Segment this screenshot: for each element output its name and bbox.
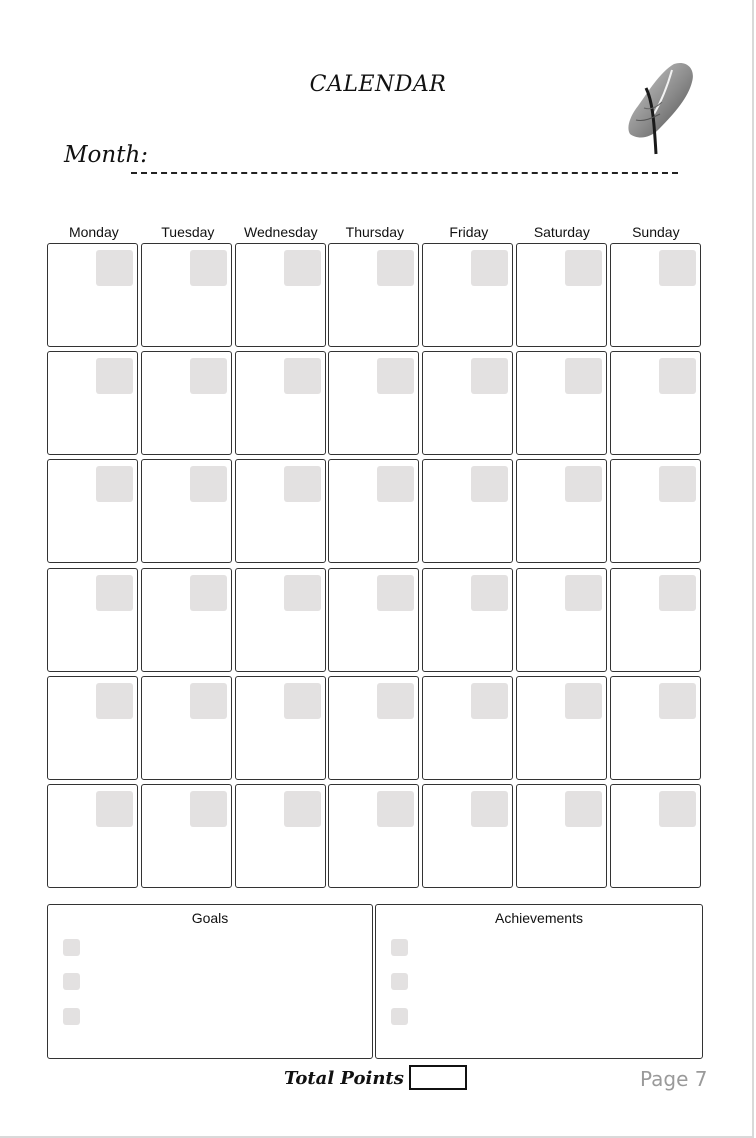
day-number-box[interactable] — [190, 466, 227, 502]
day-cell[interactable] — [47, 568, 138, 672]
day-cell[interactable] — [141, 676, 232, 780]
day-number-box[interactable] — [471, 466, 508, 502]
day-number-box[interactable] — [190, 683, 227, 719]
day-number-box[interactable] — [284, 358, 321, 394]
total-points-label: Total Points — [284, 1068, 404, 1089]
calendar-grid — [47, 243, 703, 888]
day-cell[interactable] — [610, 351, 701, 455]
day-number-box[interactable] — [659, 466, 696, 502]
day-cell[interactable] — [47, 784, 138, 888]
day-number-box[interactable] — [659, 358, 696, 394]
goal-checkbox[interactable] — [63, 939, 80, 956]
month-label: Month: — [64, 142, 149, 168]
day-number-box[interactable] — [565, 466, 602, 502]
day-number-box[interactable] — [284, 791, 321, 827]
day-cell[interactable] — [47, 676, 138, 780]
day-number-box[interactable] — [377, 250, 414, 286]
achievement-checkbox[interactable] — [391, 973, 408, 990]
day-cell[interactable] — [422, 784, 513, 888]
day-cell[interactable] — [516, 243, 607, 347]
achievements-title: Achievements — [495, 910, 583, 926]
day-number-box[interactable] — [565, 791, 602, 827]
day-number-box[interactable] — [659, 683, 696, 719]
day-cell[interactable] — [328, 459, 419, 563]
day-cell[interactable] — [422, 459, 513, 563]
day-number-box[interactable] — [190, 358, 227, 394]
day-cell[interactable] — [141, 351, 232, 455]
day-cell[interactable] — [610, 459, 701, 563]
weekday-saturday: Saturday — [533, 224, 590, 240]
day-number-box[interactable] — [284, 466, 321, 502]
day-cell[interactable] — [422, 243, 513, 347]
day-number-box[interactable] — [471, 575, 508, 611]
weekday-monday: Monday — [68, 224, 119, 240]
day-cell[interactable] — [516, 351, 607, 455]
day-cell[interactable] — [516, 676, 607, 780]
day-cell[interactable] — [328, 568, 419, 672]
day-number-box[interactable] — [659, 575, 696, 611]
day-number-box[interactable] — [659, 791, 696, 827]
day-cell[interactable] — [235, 568, 326, 672]
weekday-sunday: Sunday — [632, 224, 680, 240]
day-cell[interactable] — [610, 568, 701, 672]
day-number-box[interactable] — [471, 358, 508, 394]
day-number-box[interactable] — [284, 683, 321, 719]
day-number-box[interactable] — [190, 250, 227, 286]
day-number-box[interactable] — [565, 250, 602, 286]
day-number-box[interactable] — [284, 250, 321, 286]
day-cell[interactable] — [141, 243, 232, 347]
day-cell[interactable] — [610, 676, 701, 780]
achievements-panel — [375, 904, 703, 1059]
goals-panel — [47, 904, 373, 1059]
day-cell[interactable] — [516, 459, 607, 563]
day-cell[interactable] — [141, 784, 232, 888]
day-number-box[interactable] — [284, 575, 321, 611]
day-number-box[interactable] — [96, 250, 133, 286]
total-points-box[interactable] — [409, 1065, 467, 1090]
achievement-checkbox[interactable] — [391, 939, 408, 956]
day-cell[interactable] — [235, 459, 326, 563]
day-number-box[interactable] — [96, 683, 133, 719]
day-cell[interactable] — [235, 351, 326, 455]
day-number-box[interactable] — [565, 683, 602, 719]
day-number-box[interactable] — [471, 250, 508, 286]
weekday-tuesday: Tuesday — [161, 224, 215, 240]
day-cell[interactable] — [422, 568, 513, 672]
day-cell[interactable] — [235, 243, 326, 347]
day-cell[interactable] — [422, 351, 513, 455]
day-number-box[interactable] — [565, 358, 602, 394]
day-number-box[interactable] — [471, 683, 508, 719]
day-cell[interactable] — [235, 784, 326, 888]
day-cell[interactable] — [610, 243, 701, 347]
day-number-box[interactable] — [96, 358, 133, 394]
quill-icon — [622, 58, 698, 156]
day-number-box[interactable] — [190, 575, 227, 611]
day-cell[interactable] — [47, 459, 138, 563]
day-number-box[interactable] — [96, 466, 133, 502]
month-input-line[interactable] — [131, 172, 678, 174]
day-number-box[interactable] — [377, 791, 414, 827]
day-cell[interactable] — [610, 784, 701, 888]
day-cell[interactable] — [328, 784, 419, 888]
day-cell[interactable] — [47, 351, 138, 455]
day-number-box[interactable] — [377, 575, 414, 611]
day-cell[interactable] — [422, 676, 513, 780]
day-number-box[interactable] — [190, 791, 227, 827]
day-cell[interactable] — [141, 459, 232, 563]
day-number-box[interactable] — [659, 250, 696, 286]
weekday-wednesday: Wednesday — [244, 224, 318, 240]
day-cell[interactable] — [47, 243, 138, 347]
day-cell[interactable] — [328, 676, 419, 780]
weekday-thursday: Thursday — [345, 224, 405, 240]
day-number-box[interactable] — [471, 791, 508, 827]
day-number-box[interactable] — [96, 575, 133, 611]
day-number-box[interactable] — [96, 791, 133, 827]
goals-title: Goals — [191, 910, 229, 926]
page-title: CALENDAR — [309, 72, 447, 97]
goal-checkbox[interactable] — [63, 973, 80, 990]
day-number-box[interactable] — [377, 358, 414, 394]
day-cell[interactable] — [141, 568, 232, 672]
day-cell[interactable] — [516, 784, 607, 888]
day-cell[interactable] — [328, 351, 419, 455]
weekday-friday: Friday — [449, 224, 489, 240]
day-cell[interactable] — [516, 568, 607, 672]
day-number-box[interactable] — [377, 683, 414, 719]
goal-checkbox[interactable] — [63, 1008, 80, 1025]
day-cell[interactable] — [235, 676, 326, 780]
page-number: Page 7 — [640, 1067, 708, 1091]
achievement-checkbox[interactable] — [391, 1008, 408, 1025]
day-cell[interactable] — [328, 243, 419, 347]
weekday-header-row — [47, 224, 703, 242]
day-number-box[interactable] — [565, 575, 602, 611]
day-number-box[interactable] — [377, 466, 414, 502]
